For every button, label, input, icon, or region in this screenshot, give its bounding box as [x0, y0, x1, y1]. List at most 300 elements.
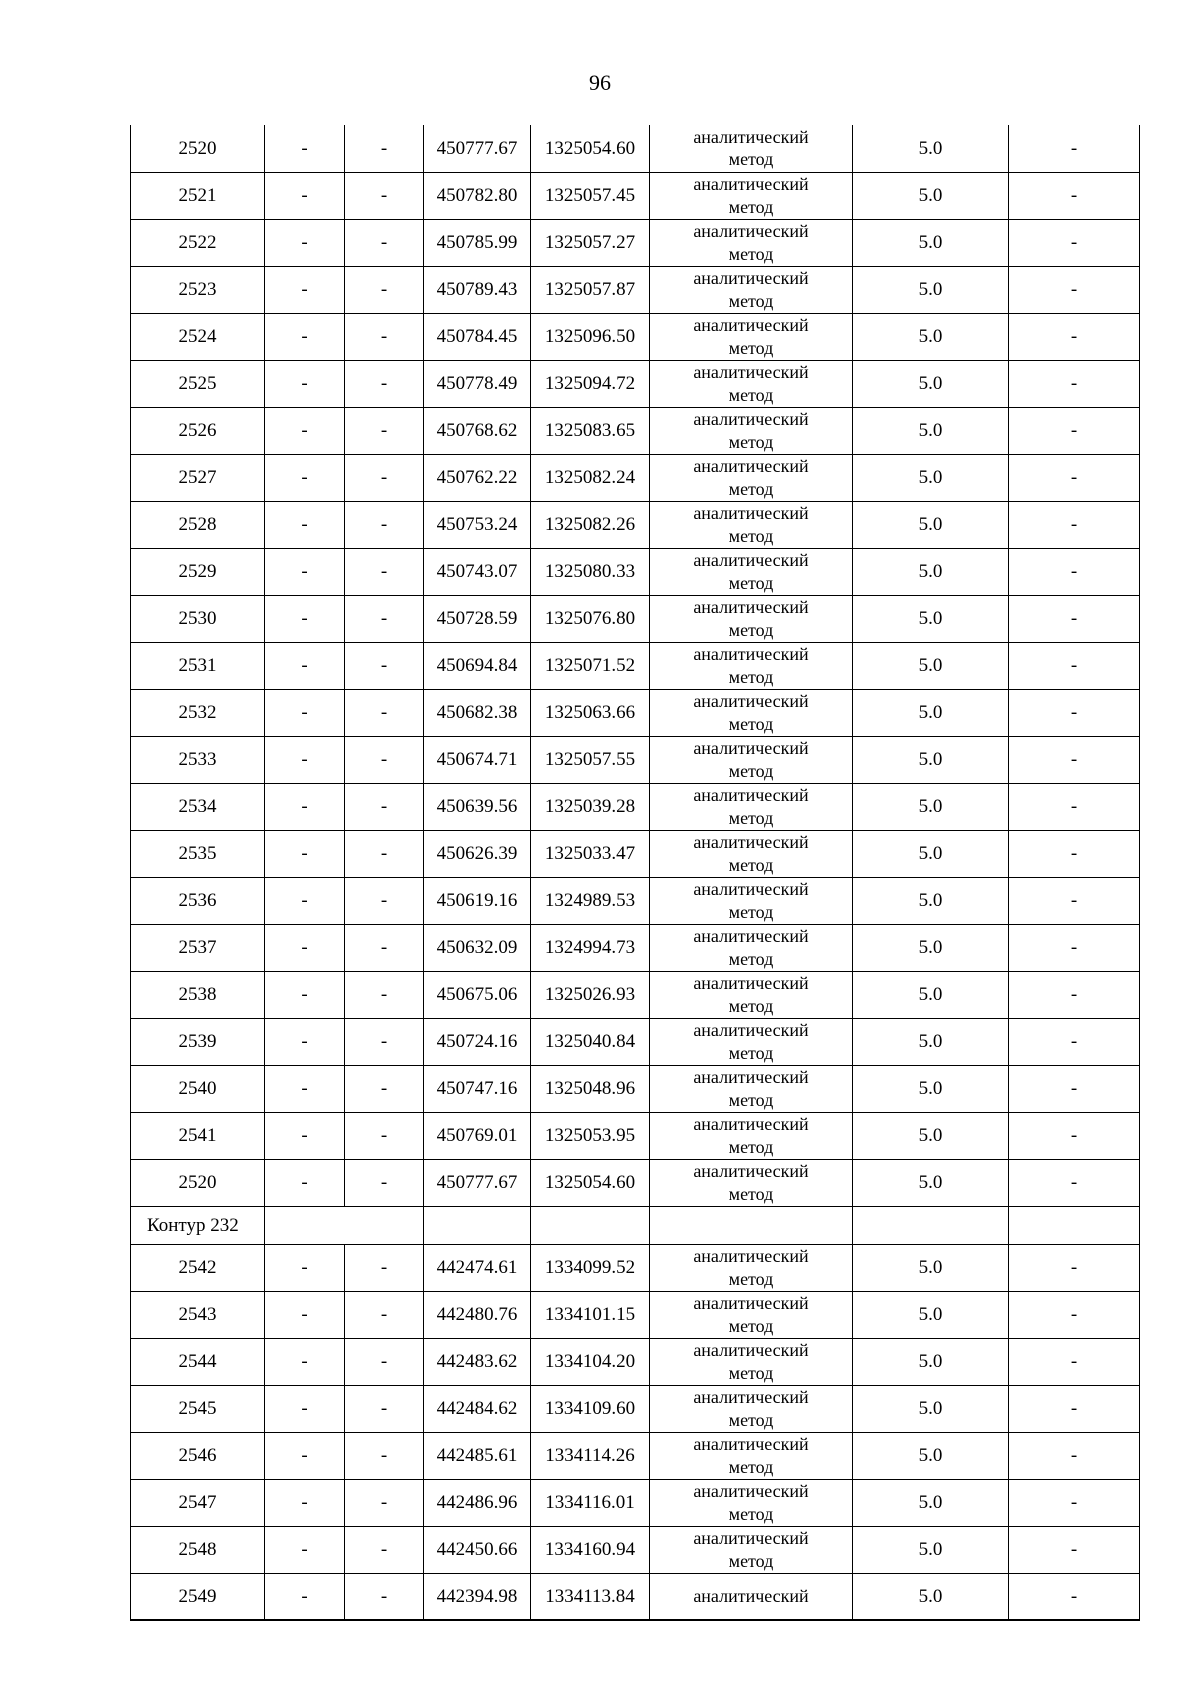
point-number-cell: 2535 [131, 830, 265, 877]
dash-cell: - [265, 172, 345, 219]
table-row [131, 1432, 1140, 1479]
dash-cell: - [345, 454, 424, 501]
dash-cell: - [345, 125, 424, 172]
x-coordinate-cell: 450626.39 [424, 830, 531, 877]
dash-cell: - [265, 1018, 345, 1065]
note-cell: - [1009, 1065, 1140, 1112]
dash-cell: - [265, 125, 345, 172]
table-row [131, 407, 1140, 454]
dash-cell: - [265, 1526, 345, 1573]
dash-cell: - [345, 219, 424, 266]
accuracy-cell: 5.0 [853, 689, 1009, 736]
table-row [131, 266, 1140, 313]
point-number-cell: 2548 [131, 1526, 265, 1573]
table-row [131, 219, 1140, 266]
table-row [131, 1112, 1140, 1159]
point-number-cell: 2527 [131, 454, 265, 501]
point-number-cell: 2528 [131, 501, 265, 548]
method-cell [650, 642, 853, 689]
method-line-1: аналитический [693, 926, 809, 946]
point-number-cell: 2533 [131, 736, 265, 783]
method-line-2: метод [728, 1136, 774, 1157]
method-cell [650, 454, 853, 501]
method-line-2: метод [728, 1315, 774, 1336]
method-line-1: аналитический [693, 126, 809, 147]
table-row [131, 501, 1140, 548]
table-row [131, 1338, 1140, 1385]
dash-cell: - [345, 172, 424, 219]
dash-cell: - [265, 1432, 345, 1479]
note-cell: - [1009, 877, 1140, 924]
note-cell: - [1009, 1573, 1140, 1620]
y-coordinate-cell: 1325026.93 [531, 971, 650, 1018]
method-line-2: метод [728, 431, 774, 452]
method-cell [650, 1291, 853, 1338]
dash-cell: - [345, 877, 424, 924]
dash-cell: - [345, 1018, 424, 1065]
method-line-1: аналитический [693, 1293, 809, 1313]
method-cell [650, 266, 853, 313]
y-coordinate-cell: 1334114.26 [531, 1432, 650, 1479]
method-cell [650, 830, 853, 877]
y-coordinate-cell: 1325076.80 [531, 595, 650, 642]
point-number-cell: 2543 [131, 1291, 265, 1338]
dash-cell: - [265, 266, 345, 313]
point-number-cell: 2521 [131, 172, 265, 219]
method-line-2: метод [728, 337, 774, 358]
dash-cell: - [265, 971, 345, 1018]
y-coordinate-cell: 1325096.50 [531, 313, 650, 360]
y-coordinate-cell: 1325057.45 [531, 172, 650, 219]
y-coordinate-cell: 1324994.73 [531, 924, 650, 971]
point-number-cell: 2537 [131, 924, 265, 971]
accuracy-cell: 5.0 [853, 1385, 1009, 1432]
x-coordinate-cell: 450694.84 [424, 642, 531, 689]
table-row [131, 736, 1140, 783]
note-cell: - [1009, 360, 1140, 407]
dash-cell: - [345, 1244, 424, 1291]
y-coordinate-cell: 1325033.47 [531, 830, 650, 877]
method-line-1: аналитический [693, 268, 809, 288]
section-row [131, 1206, 1140, 1244]
table-row [131, 830, 1140, 877]
dash-cell: - [265, 1065, 345, 1112]
note-cell: - [1009, 1244, 1140, 1291]
accuracy-cell: 5.0 [853, 1065, 1009, 1112]
x-coordinate-cell: 442480.76 [424, 1291, 531, 1338]
method-line-2: метод [728, 1362, 774, 1383]
dash-cell: - [265, 924, 345, 971]
method-line-1: аналитический [693, 785, 809, 805]
dash-cell: - [265, 783, 345, 830]
x-coordinate-cell: 450789.43 [424, 266, 531, 313]
table-row [131, 1573, 1140, 1620]
method-line-2: метод [728, 713, 774, 734]
x-coordinate-cell: 442485.61 [424, 1432, 531, 1479]
method-cell [650, 1112, 853, 1159]
point-number-cell: 2531 [131, 642, 265, 689]
method-line-2: метод [728, 1268, 774, 1289]
table-row [131, 1018, 1140, 1065]
dash-cell: - [345, 924, 424, 971]
method-line-1: аналитический [693, 1114, 809, 1134]
table-row [131, 689, 1140, 736]
accuracy-cell: 5.0 [853, 407, 1009, 454]
dash-cell: - [345, 830, 424, 877]
method-line-1: аналитический [693, 362, 809, 382]
note-cell: - [1009, 736, 1140, 783]
note-cell: - [1009, 1479, 1140, 1526]
point-number-cell: 2542 [131, 1244, 265, 1291]
x-coordinate-cell: 450784.45 [424, 313, 531, 360]
dash-cell: - [345, 689, 424, 736]
dash-cell: - [265, 1479, 345, 1526]
point-number-cell: 2526 [131, 407, 265, 454]
method-cell [650, 1018, 853, 1065]
dash-cell: - [265, 407, 345, 454]
note-cell: - [1009, 1159, 1140, 1206]
empty-cell [424, 1206, 531, 1244]
note-cell: - [1009, 924, 1140, 971]
method-cell [650, 172, 853, 219]
table-row [131, 924, 1140, 971]
method-cell [650, 1432, 853, 1479]
table-row [131, 1526, 1140, 1573]
accuracy-cell: 5.0 [853, 313, 1009, 360]
dash-cell: - [265, 1338, 345, 1385]
dash-cell: - [345, 642, 424, 689]
point-number-cell: 2538 [131, 971, 265, 1018]
method-line-2: метод [728, 1089, 774, 1110]
table-row [131, 1065, 1140, 1112]
accuracy-cell: 5.0 [853, 1338, 1009, 1385]
dash-cell: - [265, 501, 345, 548]
method-cell [650, 360, 853, 407]
method-cell [650, 783, 853, 830]
point-number-cell: 2525 [131, 360, 265, 407]
note-cell: - [1009, 1018, 1140, 1065]
note-cell: - [1009, 1291, 1140, 1338]
method-cell [650, 1385, 853, 1432]
method-line-1: аналитический [693, 1528, 809, 1548]
table-row [131, 1291, 1140, 1338]
method-cell [650, 548, 853, 595]
x-coordinate-cell: 442483.62 [424, 1338, 531, 1385]
empty-cell [531, 1206, 650, 1244]
note-cell: - [1009, 595, 1140, 642]
accuracy-cell: 5.0 [853, 830, 1009, 877]
table-row [131, 454, 1140, 501]
note-cell: - [1009, 313, 1140, 360]
x-coordinate-cell: 450675.06 [424, 971, 531, 1018]
accuracy-cell: 5.0 [853, 1291, 1009, 1338]
x-coordinate-cell: 450639.56 [424, 783, 531, 830]
empty-cell [853, 1206, 1009, 1244]
x-coordinate-cell: 450682.38 [424, 689, 531, 736]
method-line-1: аналитический [693, 1481, 809, 1501]
y-coordinate-cell: 1325057.87 [531, 266, 650, 313]
dash-cell: - [345, 1338, 424, 1385]
method-line-2: метод [728, 1550, 774, 1571]
dash-cell: - [265, 360, 345, 407]
point-number-cell: 2540 [131, 1065, 265, 1112]
accuracy-cell: 5.0 [853, 360, 1009, 407]
point-number-cell: 2534 [131, 783, 265, 830]
method-line-1: аналитический [693, 456, 809, 476]
y-coordinate-cell: 1325080.33 [531, 548, 650, 595]
method-line-1: аналитический [693, 503, 809, 523]
note-cell: - [1009, 1338, 1140, 1385]
method-line-1: аналитический [693, 1246, 809, 1266]
dash-cell: - [345, 548, 424, 595]
dash-cell: - [345, 1573, 424, 1620]
method-line-1: аналитический [693, 409, 809, 429]
dash-cell: - [345, 1526, 424, 1573]
x-coordinate-cell: 450777.67 [424, 125, 531, 172]
note-cell: - [1009, 266, 1140, 313]
method-line-2: метод [728, 1503, 774, 1524]
dash-cell: - [345, 595, 424, 642]
x-coordinate-cell: 450778.49 [424, 360, 531, 407]
method-line-2: метод [728, 619, 774, 640]
x-coordinate-cell: 442450.66 [424, 1526, 531, 1573]
method-line-1: аналитический [693, 315, 809, 335]
accuracy-cell: 5.0 [853, 924, 1009, 971]
method-line-2: метод [728, 854, 774, 875]
method-line-1: аналитический [693, 174, 809, 194]
y-coordinate-cell: 1325054.60 [531, 125, 650, 172]
table-row [131, 595, 1140, 642]
section-label: Контур 232 [131, 1206, 265, 1244]
x-coordinate-cell: 450724.16 [424, 1018, 531, 1065]
method-line-1: аналитический [693, 879, 809, 899]
dash-cell: - [265, 1159, 345, 1206]
note-cell: - [1009, 1432, 1140, 1479]
dash-cell: - [265, 1112, 345, 1159]
note-cell: - [1009, 971, 1140, 1018]
x-coordinate-cell: 450768.62 [424, 407, 531, 454]
y-coordinate-cell: 1334109.60 [531, 1385, 650, 1432]
dash-cell: - [345, 1291, 424, 1338]
accuracy-cell: 5.0 [853, 1112, 1009, 1159]
method-cell [650, 595, 853, 642]
method-cell [650, 736, 853, 783]
method-cell [650, 219, 853, 266]
point-number-cell: 2520 [131, 125, 265, 172]
method-line-2: метод [728, 1409, 774, 1430]
accuracy-cell: 5.0 [853, 877, 1009, 924]
method-cell [650, 407, 853, 454]
method-line-1: аналитический [693, 1387, 809, 1407]
method-line-1: аналитический [693, 221, 809, 241]
empty-cell [1009, 1206, 1140, 1244]
method-line-2: метод [728, 1183, 774, 1204]
y-coordinate-cell: 1325040.84 [531, 1018, 650, 1065]
y-coordinate-cell: 1334099.52 [531, 1244, 650, 1291]
accuracy-cell: 5.0 [853, 1479, 1009, 1526]
table-row [131, 125, 1140, 172]
coordinates-table [130, 125, 1140, 1621]
dash-cell: - [265, 548, 345, 595]
accuracy-cell: 5.0 [853, 125, 1009, 172]
y-coordinate-cell: 1334160.94 [531, 1526, 650, 1573]
method-cell [650, 689, 853, 736]
method-line-2: метод [728, 196, 774, 217]
note-cell: - [1009, 407, 1140, 454]
dash-cell: - [345, 313, 424, 360]
note-cell: - [1009, 172, 1140, 219]
point-number-cell: 2523 [131, 266, 265, 313]
method-cell [650, 877, 853, 924]
dash-cell: - [345, 783, 424, 830]
method-line-1: аналитический [693, 973, 809, 993]
x-coordinate-cell: 450632.09 [424, 924, 531, 971]
x-coordinate-cell: 450769.01 [424, 1112, 531, 1159]
y-coordinate-cell: 1334113.84 [531, 1573, 650, 1620]
method-cell [650, 1065, 853, 1112]
y-coordinate-cell: 1325053.95 [531, 1112, 650, 1159]
note-cell: - [1009, 1112, 1140, 1159]
dash-cell: - [345, 1385, 424, 1432]
dash-cell: - [265, 736, 345, 783]
x-coordinate-cell: 442486.96 [424, 1479, 531, 1526]
method-cell [650, 501, 853, 548]
method-line-1: аналитический [693, 1067, 809, 1087]
dash-cell: - [345, 1432, 424, 1479]
x-coordinate-cell: 450619.16 [424, 877, 531, 924]
y-coordinate-cell: 1334116.01 [531, 1479, 650, 1526]
x-coordinate-cell: 450762.22 [424, 454, 531, 501]
x-coordinate-cell: 450777.67 [424, 1159, 531, 1206]
table-row [131, 971, 1140, 1018]
dash-cell: - [345, 1159, 424, 1206]
method-line-2: метод [728, 572, 774, 593]
x-coordinate-cell: 442484.62 [424, 1385, 531, 1432]
accuracy-cell: 5.0 [853, 1573, 1009, 1620]
dash-cell: - [265, 689, 345, 736]
accuracy-cell: 5.0 [853, 783, 1009, 830]
method-line-1: аналитический [693, 1020, 809, 1040]
point-number-cell: 2522 [131, 219, 265, 266]
x-coordinate-cell: 450747.16 [424, 1065, 531, 1112]
note-cell: - [1009, 1526, 1140, 1573]
accuracy-cell: 5.0 [853, 172, 1009, 219]
method-line-1: аналитический [693, 644, 809, 664]
method-cell [650, 924, 853, 971]
y-coordinate-cell: 1325083.65 [531, 407, 650, 454]
dash-cell: - [345, 736, 424, 783]
accuracy-cell: 5.0 [853, 736, 1009, 783]
point-number-cell: 2539 [131, 1018, 265, 1065]
dash-cell: - [345, 1479, 424, 1526]
y-coordinate-cell: 1325057.27 [531, 219, 650, 266]
note-cell: - [1009, 454, 1140, 501]
accuracy-cell: 5.0 [853, 1244, 1009, 1291]
accuracy-cell: 5.0 [853, 971, 1009, 1018]
method-cell [650, 313, 853, 360]
x-coordinate-cell: 450743.07 [424, 548, 531, 595]
method-line-1: аналитический [693, 597, 809, 617]
empty-cell [265, 1206, 424, 1244]
y-coordinate-cell: 1334104.20 [531, 1338, 650, 1385]
method-cell [650, 125, 853, 172]
method-line-2: метод [728, 149, 774, 170]
dash-cell: - [345, 266, 424, 313]
note-cell: - [1009, 642, 1140, 689]
empty-cell [650, 1206, 853, 1244]
y-coordinate-cell: 1325094.72 [531, 360, 650, 407]
note-cell: - [1009, 501, 1140, 548]
point-number-cell: 2544 [131, 1338, 265, 1385]
accuracy-cell: 5.0 [853, 1018, 1009, 1065]
x-coordinate-cell: 450674.71 [424, 736, 531, 783]
dash-cell: - [345, 1065, 424, 1112]
table-row [131, 360, 1140, 407]
note-cell: - [1009, 830, 1140, 877]
dash-cell: - [265, 830, 345, 877]
point-number-cell: 2549 [131, 1573, 265, 1620]
dash-cell: - [265, 313, 345, 360]
table-row [131, 1385, 1140, 1432]
table-row [131, 1479, 1140, 1526]
method-cell [650, 1244, 853, 1291]
dash-cell: - [265, 454, 345, 501]
note-cell: - [1009, 689, 1140, 736]
point-number-cell: 2530 [131, 595, 265, 642]
coordinates-table-body [131, 125, 1140, 1620]
point-number-cell: 2520 [131, 1159, 265, 1206]
dash-cell: - [265, 1385, 345, 1432]
table-row [131, 548, 1140, 595]
y-coordinate-cell: 1325054.60 [531, 1159, 650, 1206]
method-line-2: метод [728, 290, 774, 311]
y-coordinate-cell: 1325048.96 [531, 1065, 650, 1112]
x-coordinate-cell: 450785.99 [424, 219, 531, 266]
method-line-2: метод [728, 807, 774, 828]
dash-cell: - [265, 219, 345, 266]
x-coordinate-cell: 450782.80 [424, 172, 531, 219]
method-line-1: аналитический [693, 550, 809, 570]
method-line-2: метод [728, 243, 774, 264]
method-line-1: аналитический [693, 1586, 809, 1606]
x-coordinate-cell: 450728.59 [424, 595, 531, 642]
accuracy-cell: 5.0 [853, 548, 1009, 595]
point-number-cell: 2536 [131, 877, 265, 924]
method-line-2: метод [728, 760, 774, 781]
accuracy-cell: 5.0 [853, 1432, 1009, 1479]
note-cell: - [1009, 219, 1140, 266]
dash-cell: - [265, 1291, 345, 1338]
table-row [131, 783, 1140, 830]
method-line-1: аналитический [693, 1161, 809, 1181]
method-cell [650, 1479, 853, 1526]
table-row [131, 1159, 1140, 1206]
note-cell: - [1009, 125, 1140, 172]
point-number-cell: 2524 [131, 313, 265, 360]
note-cell: - [1009, 1385, 1140, 1432]
method-line-2: метод [728, 666, 774, 687]
method-cell [650, 971, 853, 1018]
y-coordinate-cell: 1325071.52 [531, 642, 650, 689]
point-number-cell: 2545 [131, 1385, 265, 1432]
dash-cell: - [345, 1112, 424, 1159]
dash-cell: - [345, 360, 424, 407]
point-number-cell: 2541 [131, 1112, 265, 1159]
method-line-2: метод [728, 1456, 774, 1477]
accuracy-cell: 5.0 [853, 454, 1009, 501]
accuracy-cell: 5.0 [853, 266, 1009, 313]
method-line-1: аналитический [693, 691, 809, 711]
